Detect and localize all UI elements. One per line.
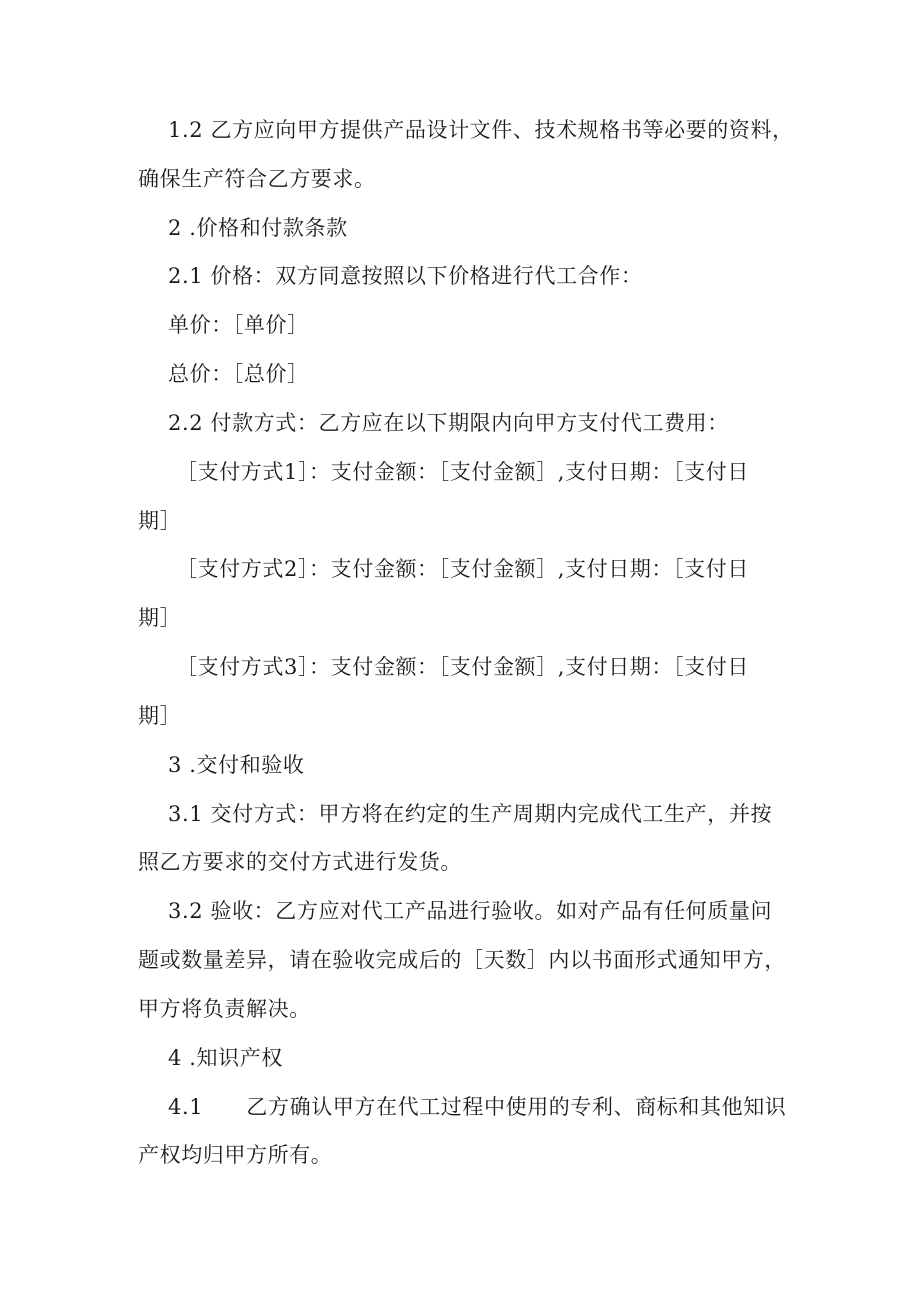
clause-2-1: 2.1 价格：双方同意按照以下价格进行代工合作：: [168, 264, 643, 288]
clause-3-1-line-2: 照乙方要求的交付方式进行发货。: [138, 850, 462, 874]
clause-3-2-line-1: 3.2 验收：乙方应对代工产品进行验收。如对产品有任何质量问: [168, 899, 773, 923]
payment-method-3-line-1: ［支付方式3］：支付金额：［支付金额］,支付日期：［支付日: [176, 655, 749, 679]
section-4-heading: 4 .知识产权: [168, 1046, 283, 1070]
total-price: 总价：［总价］: [168, 362, 309, 386]
payment-method-2-line-1: ［支付方式2］：支付金额：［支付金额］,支付日期：［支付日: [176, 557, 749, 581]
clause-4-1-line-2: 产权均归甲方所有。: [138, 1143, 333, 1167]
clause-3-2-line-3: 甲方将负责解决。: [138, 997, 311, 1021]
clause-3-1-line-1: 3.1 交付方式：甲方将在约定的生产周期内完成代工生产，并按: [168, 802, 773, 826]
clause-1-2-line-2: 确保生产符合乙方要求。: [138, 167, 376, 191]
unit-price: 单价：［单价］: [168, 313, 309, 337]
clause-4-1-line-1: 4.1 乙方确认甲方在代工过程中使用的专利、商标和其他知识: [168, 1095, 787, 1119]
clause-1-2-line-1: 1.2 乙方应向甲方提供产品设计文件、技术规格书等必要的资料，: [168, 118, 794, 142]
payment-method-2-line-2: 期］: [138, 606, 182, 630]
payment-method-1-line-1: ［支付方式1］：支付金额：［支付金额］,支付日期：［支付日: [176, 460, 749, 484]
clause-3-2-line-2: 题或数量差异，请在验收完成后的［天数］内以书面形式通知甲方，: [138, 948, 786, 972]
section-3-heading: 3 .交付和验收: [168, 753, 305, 777]
payment-method-3-line-2: 期］: [138, 704, 182, 728]
clause-2-2: 2.2 付款方式：乙方应在以下期限内向甲方支付代工费用：: [168, 411, 729, 435]
section-2-heading: 2 .价格和付款条款: [168, 216, 348, 240]
payment-method-1-line-2: 期］: [138, 509, 182, 533]
